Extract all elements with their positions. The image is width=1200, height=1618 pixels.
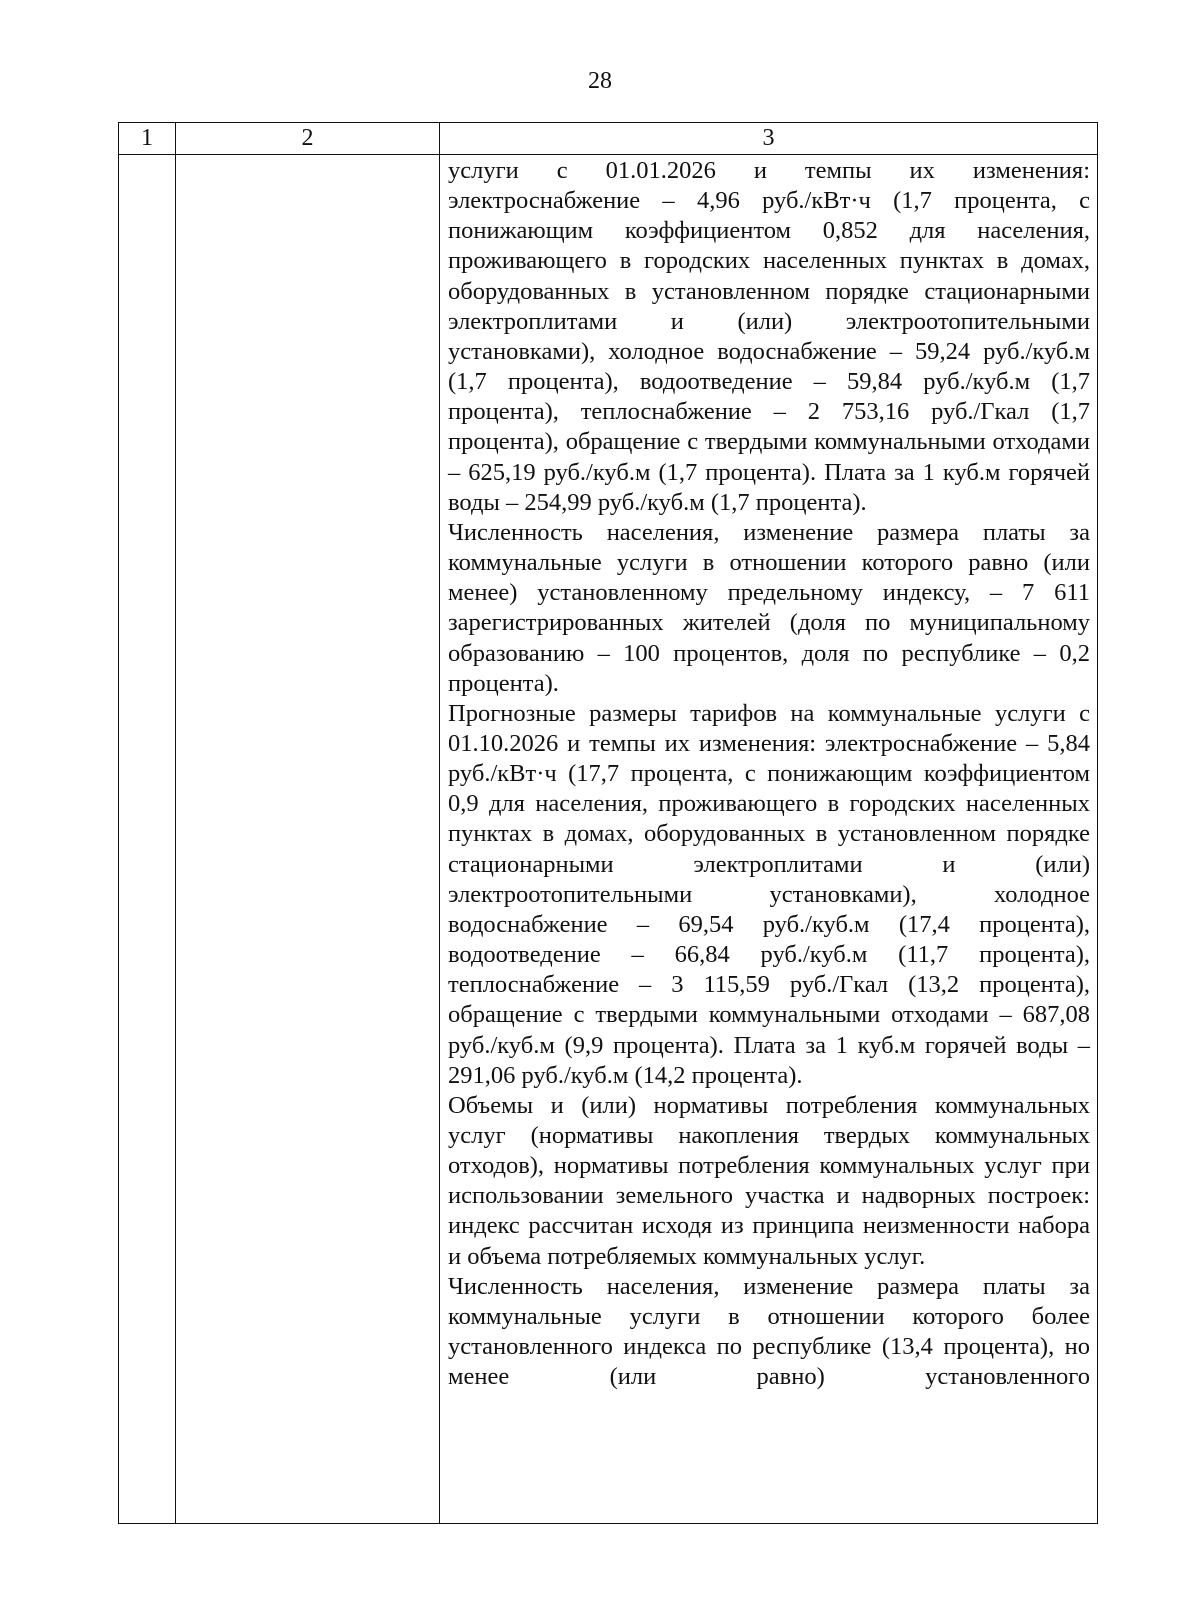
column-2-cell [176,155,440,1524]
column-1-cell [119,155,176,1524]
page-number: 28 [588,68,612,94]
paragraph-population-within-index: Численность населения, изменение размера платы за коммунальные услуги в отношении которого равно (или менее) установленному предельному индексу, – 7 611 зарегистрированных жителей (доля по муниципальному образованию – 100 процентов, доля по республике – 0,2 процента). [448,518,1090,697]
table-header-row [119,123,1098,155]
paragraph-tariffs-2026-01: услуги с 01.01.2026 и темпы их изменения: электроснабжение – 4,96 руб./кВт·ч (1,7 процента, с понижающим коэффициентом 0,852 для населения, проживающего в городских населенных пунктах в домах, оборудованных в установленном порядке стационарными электроплитами и (или) электроотопительными установками), холодное водоснабжение – 59,24 руб./куб.м (1,7 процента), водоотведение – 59,84 руб./куб.м (1,7 процента), теплоснабжение – 2 753,16 руб./Гкал (1,7 процента), обращение с твердыми коммунальными отходами – 625,19 руб./куб.м (1,7 процента). Плата за 1 куб.м горячей воды – 254,99 руб./куб.м (1,7 процента). [448,157,1090,516]
column-header-2: 2 [176,123,440,155]
column-header-1: 1 [119,123,176,155]
column-3-cell [440,155,1098,1524]
document-table [118,122,1098,1524]
column-header-3: 3 [440,123,1098,155]
paragraph-tariffs-2026-10: Прогнозные размеры тарифов на коммунальные услуги с 01.10.2026 и темпы их изменения: электроснабжение – 5,84 руб./кВт·ч (17,7 процента, с понижающим коэффициентом 0,9 для населения, проживающего в городских населенных пунктах в домах, оборудованных в установленном порядке стационарными электроплитами и (или) электроотопительными установками), холодное водоснабжение – 69,54 руб./куб.м (17,4 процента), водоотведение – 66,84 руб./куб.м (11,7 процента), теплоснабжение – 3 115,59 руб./Гкал (13,2 процента), обращение с твердыми коммунальными отходами – 687,08 руб./куб.м (9,9 процента). Плата за 1 куб.м горячей воды – 291,06 руб./куб.м (14,2 процента). [448,699,1090,1089]
table-row [119,155,1098,1524]
paragraph-population-above-index: Численность населения, изменение размера платы за коммунальные услуги в отношении которого более установленного индекса по республике (13,4 процента), но менее (или равно) установленного [448,1272,1090,1391]
paragraph-consumption-norms: Объемы и (или) нормативы потребления коммунальных услуг (нормативы накопления твердых коммунальных отходов), нормативы потребления коммунальных услуг при использовании земельного участка и надворных построек: индекс рассчитан исходя из принципа неизменности набора и объема потребляемых коммунальных услуг. [448,1091,1090,1270]
